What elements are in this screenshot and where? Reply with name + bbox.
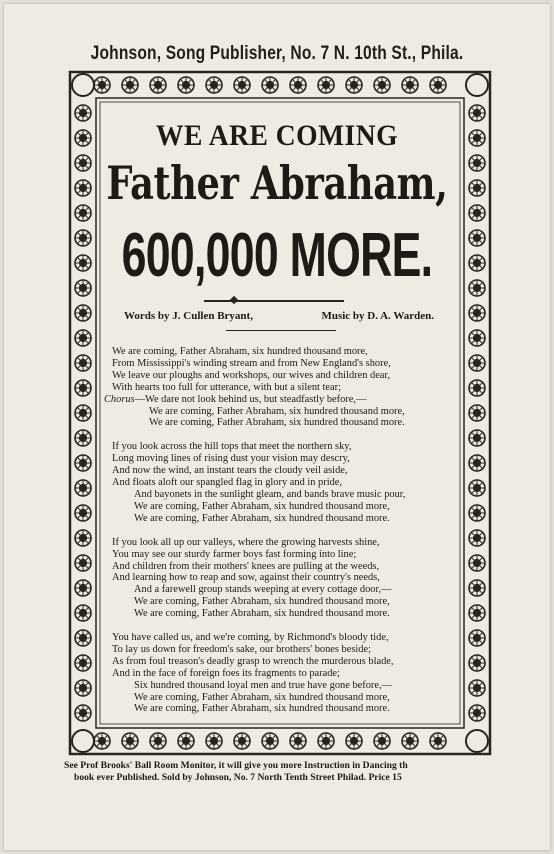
lyric-line: You may see our sturdy farmer boys fast forming into line; (112, 548, 357, 560)
footer-line: book ever Published. Sold by Johnson, No. 7 North Tenth Street Philad. Price 15 (74, 772, 402, 783)
chorus-label: Chorus (104, 393, 135, 405)
chorus-line: We are coming, Father Abraham, six hundred thousand more, (149, 405, 405, 417)
chorus-intro-text: —We dare not look behind us, but steadfastly before,— (134, 393, 367, 405)
stanza (104, 346, 464, 429)
lyric-line: Long moving lines of rising dust your vision may descry, (112, 453, 350, 465)
stanza (104, 441, 464, 524)
lyric-line: From Mississippi's winding stream and from New England's shore, (112, 357, 391, 369)
lyric-line: We leave our ploughs and workshops, our wives and children dear, (112, 369, 391, 381)
stanza (104, 632, 464, 715)
title-line-3: 600,000 MORE. (121, 221, 433, 290)
broadside-sheet (4, 4, 550, 850)
lyric-line: And floats aloft our spangled flag in glory and in pride, (112, 477, 342, 489)
credits-divider (226, 330, 336, 331)
chorus-line: We are coming, Father Abraham, six hundred thousand more. (149, 417, 405, 429)
words-credit: Words by J. Cullen Bryant, (124, 310, 253, 322)
chorus-line: We are coming, Father Abraham, six hundred thousand more. (134, 608, 390, 620)
lyric-line: Six hundred thousand loyal men and true have gone before,— (134, 679, 392, 691)
title-line-2: Father Abraham, (106, 156, 448, 210)
lyric-line: As from foul treason's deadly grasp to wrench the murderous blade, (112, 655, 394, 667)
chorus-line: We are coming, Father Abraham, six hundred thousand more, (134, 500, 390, 512)
lyric-line: And now the wind, an instant tears the cloudy veil aside, (112, 465, 348, 477)
lyric-line: And in the face of foreign foes its fragments to parade; (112, 667, 340, 679)
chorus-line: We are coming, Father Abraham, six hundred thousand more. (134, 512, 390, 524)
title-line-1: WE ARE COMING (155, 119, 399, 152)
chorus-intro-line (104, 394, 464, 406)
lyric-line: To lay us down for freedom's sake, our brothers' bones beside; (112, 643, 371, 655)
lyric-line: If you look all up our valleys, where the growing harvests shine, (112, 536, 380, 548)
lyric-line: And bayonets in the sunlight gleam, and bands brave music pour, (134, 488, 406, 500)
lyric-line: With hearts too full for utterance, with but a silent tear; (112, 381, 341, 393)
publisher-imprint: Johnson, Song Publisher, No. 7 N. 10th St., Phila. (90, 43, 464, 64)
title-divider (204, 300, 344, 302)
credits (124, 310, 434, 322)
chorus-line: We are coming, Father Abraham, six hundred thousand more. (134, 703, 390, 715)
lyric-line: And children from their mothers' knees are pulling at the weeds, (112, 560, 380, 572)
lyric-line: You have called us, and we're coming, by Richmond's bloody tide, (112, 632, 389, 644)
chorus-line: We are coming, Father Abraham, six hundred thousand more, (134, 691, 390, 703)
lyric-line: We are coming, Father Abraham, six hundred thousand more, (112, 346, 368, 357)
song-lyrics (104, 346, 464, 727)
stanza (104, 537, 464, 620)
lyric-line: And learning how to reap and sow, against their country's needs, (112, 572, 380, 584)
lyric-line: And a farewell group stands weeping at every cottage door,— (134, 584, 392, 596)
footer-line: See Prof Brooks' Ball Room Monitor, it will give you more Instruction in Dancing th (64, 760, 408, 771)
advertisement-footer (64, 760, 504, 784)
chorus-line: We are coming, Father Abraham, six hundred thousand more, (134, 596, 390, 608)
music-credit: Music by D. A. Warden. (321, 310, 434, 322)
lyric-line: If you look across the hill tops that meet the northern sky, (112, 441, 352, 453)
